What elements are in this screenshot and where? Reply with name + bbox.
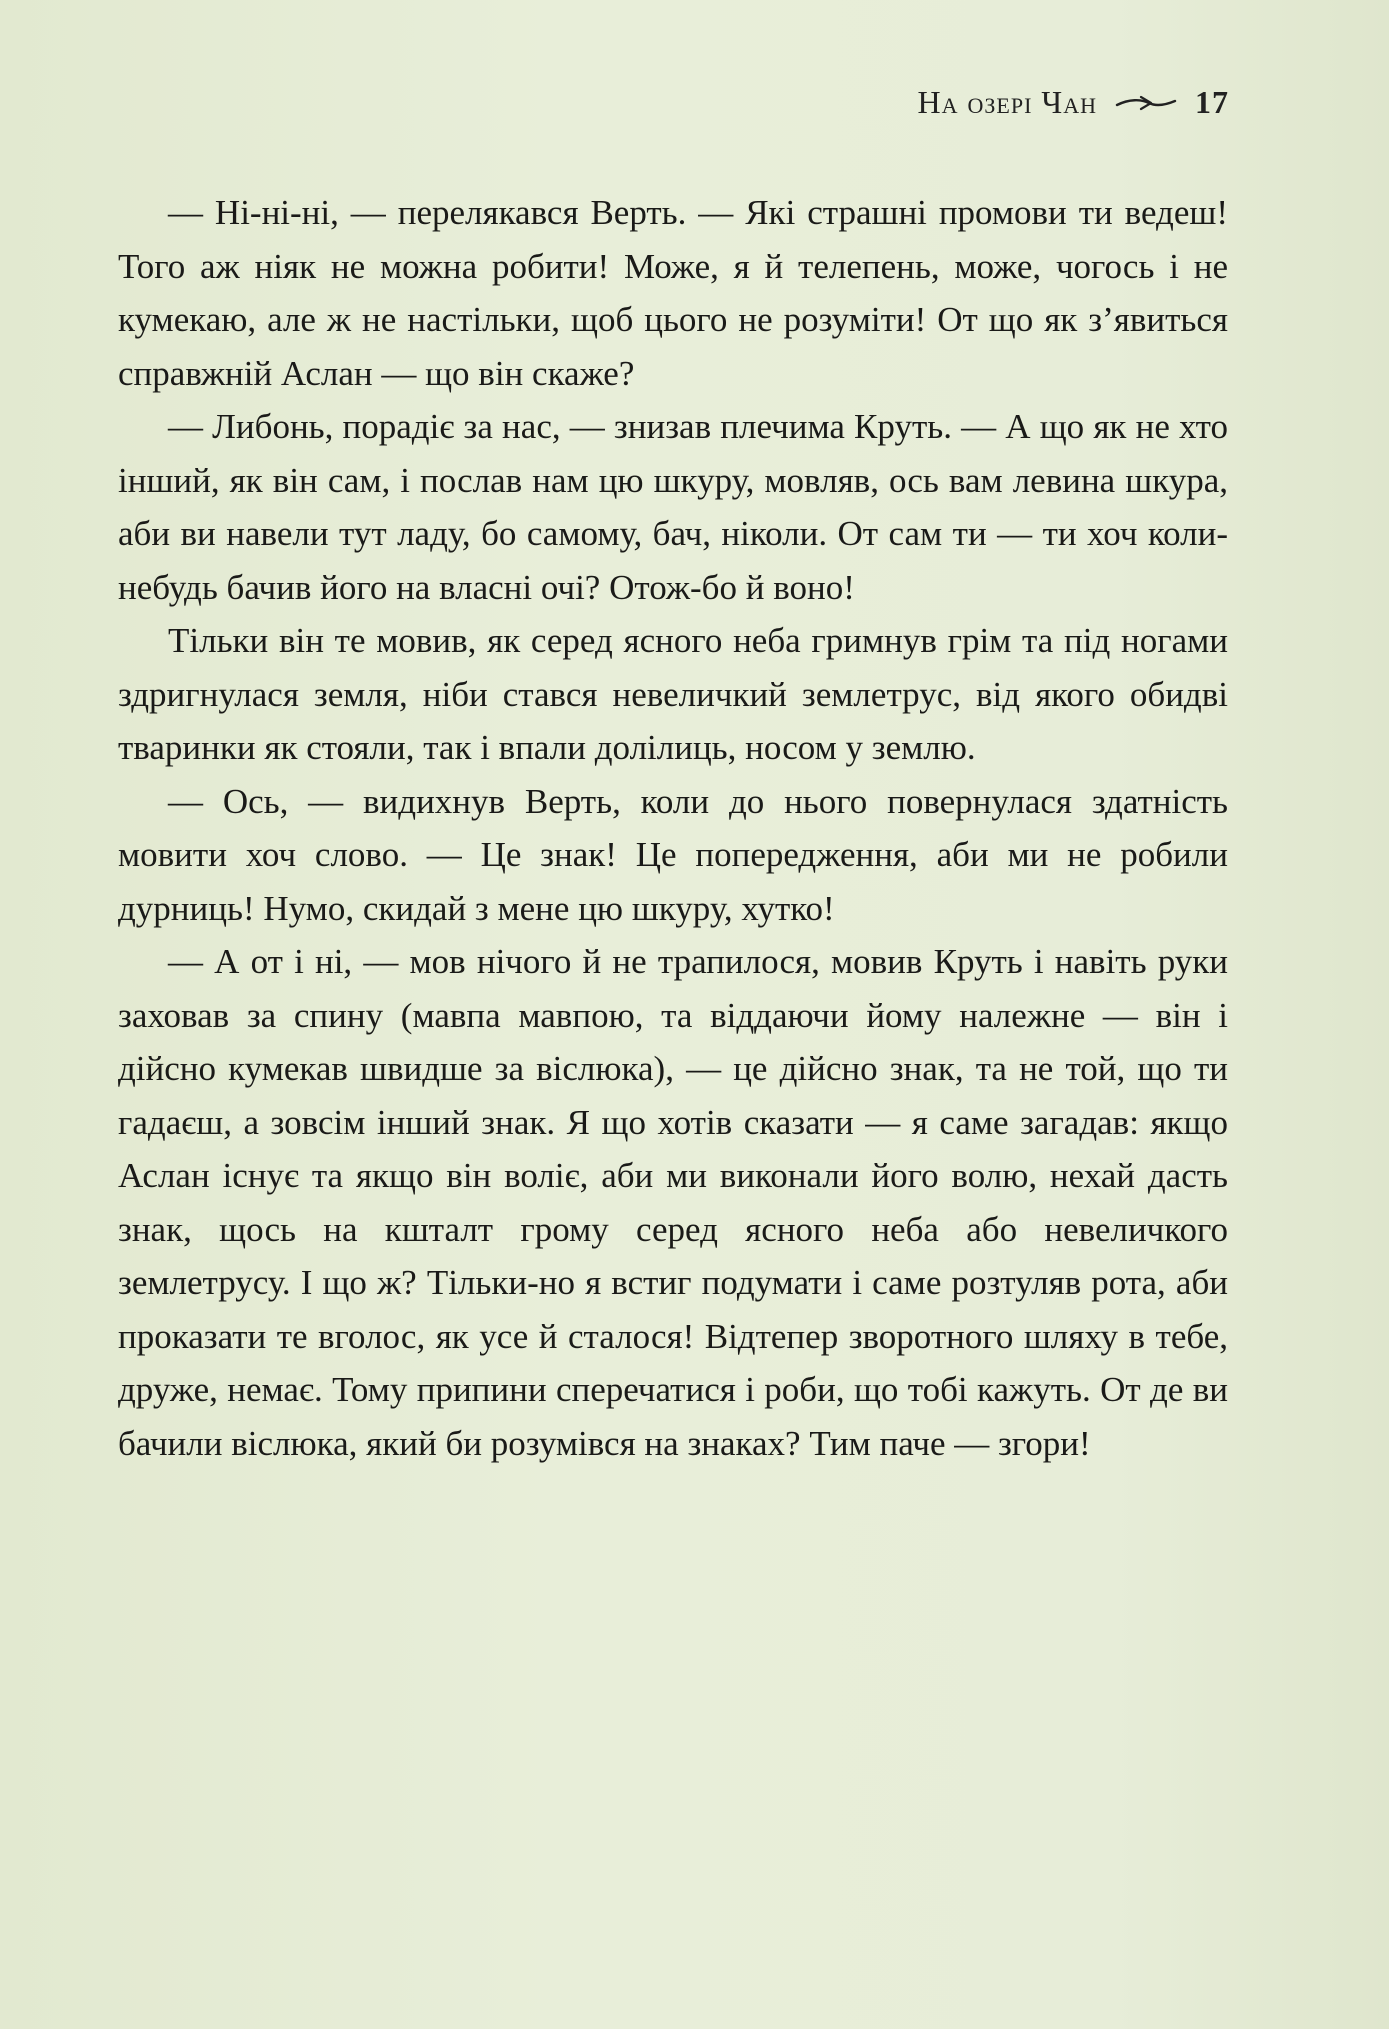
paragraph: — А от і ні, — мов нічого й не трапилося, мовив Круть і навіть руки заховав за спину (мавпа мавпою, та віддаючи йому належне — він і дійсно кумекав швидше за віслюка), — це дійсно знак, та не той, що ти гадаєш, а зовсім інший знак. Я що хотів сказати — я саме загадав: якщо Аслан існує та якщо він воліє, аби ми виконали його волю, нехай дасть знак, щось на кшталт грому серед ясного неба або невеличкого землетрусу. І що ж? Тільки-но я встиг подумати і саме розтуляв рота, аби проказати те вголос, як усе й сталося! Відтепер зворотного шляху в тебе, друже, немає. Тому припини сперечатися і роби, що тобі кажуть. От де ви бачили віслюка, який би розумівся на знаках? Тим паче — згори!: [118, 942, 1228, 1463]
paragraph: — Либонь, порадіє за нас, — знизав плечима Круть. — А що як не хто інший, як він сам, і послав нам цю шкуру, мовляв, ось вам левина шкура, аби ви навели тут ладу, бо самому, бач, ніколи. От сам ти — ти хоч коли-небудь бачив його на власні очі? Отож-бо й воно!: [118, 407, 1228, 607]
paragraph: Тільки він те мовив, як серед ясного неба гримнув грім та під ногами здригнулася земля, ніби стався невеличкий землетрус, від якого обидві тваринки як стояли, так і впали долілиць, носом у землю.: [118, 621, 1228, 767]
paragraph: — Ні-ні-ні, — перелякався Верть. — Які страшні промови ти ведеш! Того аж ніяк не можна робити! Може, я й телепень, може, чогось і не кумекаю, але ж не настільки, щоб цього не розуміти! От що як з’явиться справжній Аслан — що він скаже?: [118, 193, 1228, 393]
swash-arrow-ornament-icon: [1115, 93, 1177, 113]
running-head: [918, 84, 1229, 121]
page-number: 17: [1195, 84, 1229, 120]
chapter-title: На озері Чан: [917, 84, 1097, 120]
paragraph: — Ось, — видихнув Верть, коли до нього повернулася здатність мовити хоч слово. — Це знак! Це попередження, аби ми не робили дурниць! Нумо, скидай з мене цю шкуру, хутко!: [118, 781, 1228, 928]
body-text: [118, 186, 1228, 1470]
